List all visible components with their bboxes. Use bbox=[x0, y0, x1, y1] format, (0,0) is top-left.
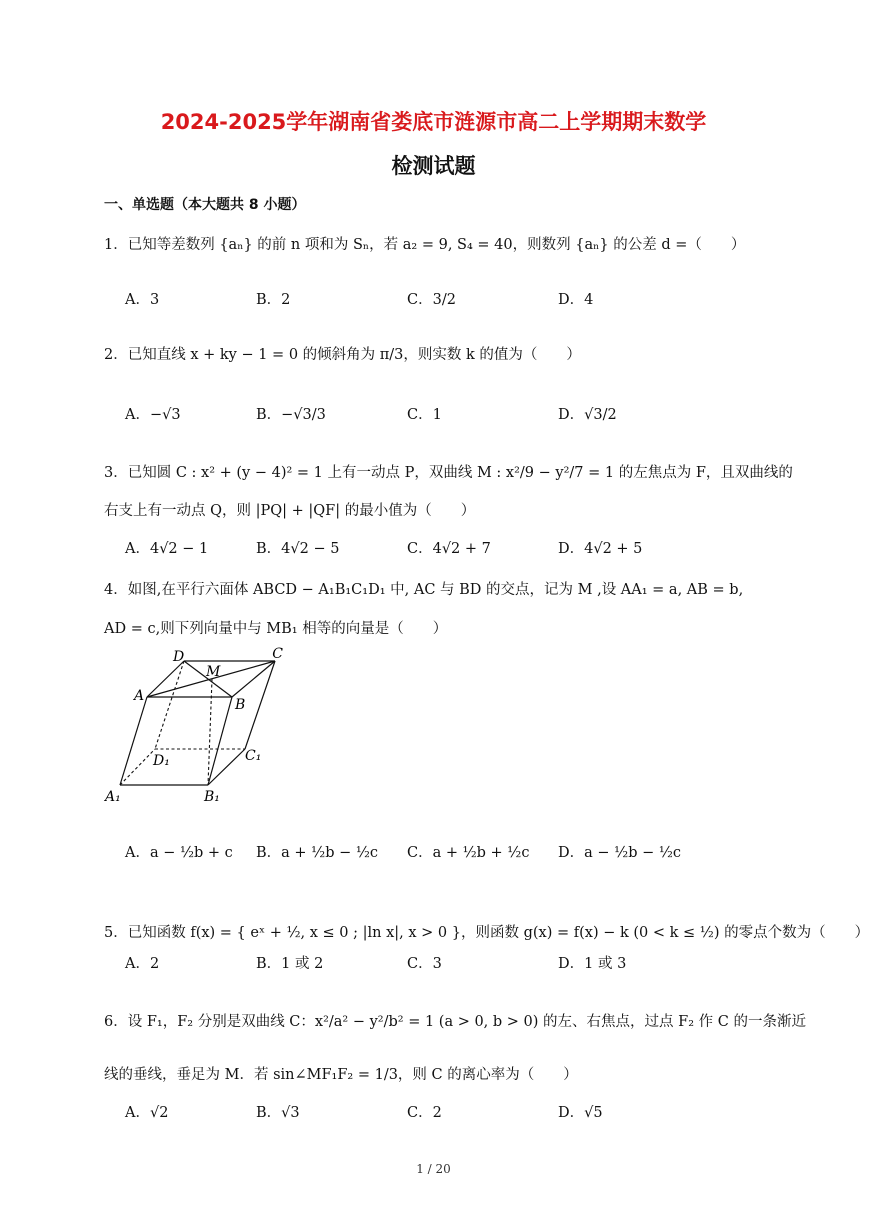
label-d1: D₁ bbox=[153, 753, 170, 769]
question-4-stem-line2: AD = c,则下列向量中与 MB₁ 相等的向量是（ ） bbox=[104, 621, 448, 637]
q6-option-d: D．√5 bbox=[558, 1105, 603, 1121]
q1-option-d: D．4 bbox=[558, 292, 594, 308]
edge-d-d1-hidden bbox=[155, 661, 184, 749]
q1-option-a: A．3 bbox=[125, 292, 160, 308]
q2-option-b: B．−√3/3 bbox=[256, 407, 326, 423]
q3-option-b: B．4√2 − 5 bbox=[256, 541, 340, 557]
q3-option-d: D．4√2 + 5 bbox=[558, 541, 643, 557]
edge-b1-c1 bbox=[208, 749, 245, 785]
exam-title-line1: 2024-2025学年湖南省娄底市涟源市高二上学期期末数学 bbox=[160, 110, 707, 134]
label-d: D bbox=[173, 649, 185, 665]
question-3-stem-line2: 右支上有一动点 Q，则 |PQ| + |QF| 的最小值为（ ） bbox=[104, 503, 476, 519]
q1-option-c: C．3/2 bbox=[407, 292, 456, 308]
q4-option-b: B．a + ½b − ½c bbox=[256, 845, 379, 861]
label-a1: A₁ bbox=[105, 789, 121, 805]
q4-option-d: D．a − ½b − ½c bbox=[558, 845, 682, 861]
segment-m-b1-hidden bbox=[208, 679, 212, 785]
question-5-stem: 5．已知函数 f(x) = { eˣ + ½, x ≤ 0 ; |ln x|, x > 0 }，则函数 g(x) = f(x) − k (0 < k ≤ ½) 的零点个数为（ ） bbox=[104, 925, 869, 941]
label-a: A bbox=[134, 688, 145, 704]
q4-option-a: A．a − ½b + c bbox=[125, 845, 233, 861]
q5-option-c: C．3 bbox=[407, 956, 442, 972]
question-2-stem: 2．已知直线 x + ky − 1 = 0 的倾斜角为 π/3，则实数 k 的值为（ ） bbox=[104, 347, 581, 363]
question-6-stem-line1: 6．设 F₁，F₂ 分别是双曲线 C：x²/a² − y²/b² = 1 (a > 0, b > 0) 的左、右焦点，过点 F₂ 作 C 的一条渐近 bbox=[104, 1014, 806, 1030]
label-b1: B₁ bbox=[204, 789, 220, 805]
q3-option-a: A．4√2 − 1 bbox=[125, 541, 209, 557]
q4-option-c: C．a + ½b + ½c bbox=[407, 845, 530, 861]
q1-option-b: B．2 bbox=[256, 292, 291, 308]
q2-option-a: A．−√3 bbox=[125, 407, 181, 423]
exam-title-line2: 检测试题 bbox=[391, 154, 476, 178]
page-number: 1 / 20 bbox=[416, 1162, 451, 1176]
q2-option-d: D．√3/2 bbox=[558, 407, 617, 423]
label-b: B bbox=[235, 697, 246, 713]
q3-option-c: C．4√2 + 7 bbox=[407, 541, 491, 557]
q6-option-a: A．√2 bbox=[125, 1105, 169, 1121]
question-3-stem-line1: 3．已知圆 C : x² + (y − 4)² = 1 上有一动点 P，双曲线 M : x²/9 − y²/7 = 1 的左焦点为 F，且双曲线的 bbox=[104, 465, 793, 481]
q6-option-b: B．√3 bbox=[256, 1105, 300, 1121]
q2-option-c: C．1 bbox=[407, 407, 442, 423]
label-c1: C₁ bbox=[245, 748, 262, 764]
label-m: M bbox=[206, 664, 221, 680]
question-1-stem: 1．已知等差数列 {aₙ} 的前 n 项和为 Sₙ，若 a₂ = 9, S₄ = 40，则数列 {aₙ} 的公差 d =（ ） bbox=[104, 237, 746, 253]
section-heading: 一、单选题（本大题共 8 小题） bbox=[104, 197, 306, 213]
edge-b-b1 bbox=[208, 697, 232, 785]
q5-option-b: B．1 或 2 bbox=[256, 956, 324, 972]
q5-option-a: A．2 bbox=[125, 956, 160, 972]
label-c: C bbox=[272, 646, 283, 662]
q6-option-c: C．2 bbox=[407, 1105, 442, 1121]
q5-option-d: D．1 或 3 bbox=[558, 956, 627, 972]
parallelepiped-figure bbox=[100, 645, 283, 805]
question-6-stem-line2: 线的垂线，垂足为 M．若 sin∠MF₁F₂ = 1/3，则 C 的离心率为（ ） bbox=[104, 1067, 578, 1083]
question-4-stem-line1: 4．如图,在平行六面体 ABCD − A₁B₁C₁D₁ 中, AC 与 BD 的交点，记为 M ,设 AA₁ = a, AB = b, bbox=[104, 582, 744, 598]
